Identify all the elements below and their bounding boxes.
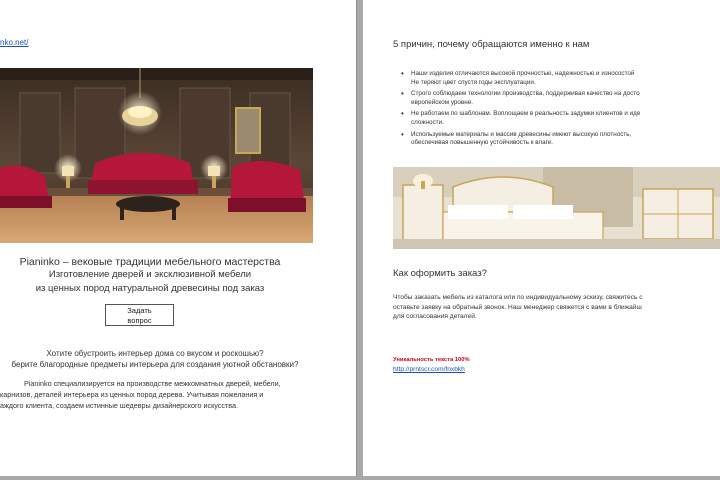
reason-2-line-1: • Строго соблюдаем технологии производства, поддерживая качество на досто xyxy=(411,90,640,98)
ask-question-button[interactable] xyxy=(105,304,174,326)
bedroom-photo-image xyxy=(393,167,720,249)
subtitle-line-1: Изготовление дверей и эксклюзивной мебели xyxy=(48,269,252,280)
how-to-order-heading: Как оформить заказ? xyxy=(393,268,487,279)
uniqueness-label: Уникальность текста 100% xyxy=(393,357,470,363)
screenshot-link[interactable]: http://prntscr.com/fnxbkh xyxy=(393,366,465,373)
furniture-photo-image xyxy=(0,68,313,243)
reason-1-line-2: Не теряют цвет спустя годы эксплуатации. xyxy=(411,78,536,86)
order-line-2: оставьте заявку на обратный звонок. Наш менеджер свяжется с вами в ближайш xyxy=(393,303,642,311)
reason-item xyxy=(393,90,720,107)
reason-2-line-2: европейском уровне. xyxy=(411,98,473,106)
subtitle-line-2: из ценных пород натуральной древесины под заказ xyxy=(35,283,265,294)
bedroom-photo xyxy=(393,167,720,249)
intro-line-1: Pianinko специализируется на производстве межкомнатных дверей, мебели, xyxy=(24,379,281,388)
living-room-photo xyxy=(0,68,313,243)
reasons-list xyxy=(393,70,720,151)
order-line-3: для согласования деталей. xyxy=(393,313,477,320)
reason-3-line-1: • Не работаем по шаблонам. Воплощаем в реальность задумки клиентов и иде xyxy=(411,110,641,118)
website-link[interactable]: nko.net/ xyxy=(0,38,29,47)
intro-line-3: аждого клиента, создаем истинные шедевры дизайнерского искусства. xyxy=(0,401,239,410)
intro-paragraph xyxy=(0,378,328,411)
question-line-1: Хотите обустроить интерьер дома со вкусом и роскошью? xyxy=(46,349,264,358)
order-line-1: Чтобы заказать мебель из каталога или по индивидуальному эскизу, свяжитесь с xyxy=(393,294,643,301)
question-line-2: берите благородные предметы интерьера для создания уютной обстановки? xyxy=(11,360,299,369)
reasons-heading: 5 причин, почему обращаются именно к нам xyxy=(393,39,590,50)
intro-line-2: карнизов, деталей интерьера из ценных пород дерева. Учитывая пожелания и xyxy=(0,390,264,399)
document-page-right xyxy=(363,0,720,476)
ask-question-button-label-2: вопрос xyxy=(127,316,152,325)
page-title: Pianinko – вековые традиции мебельного мастерства xyxy=(19,256,281,268)
ask-question-button-label-1: Задать xyxy=(127,306,152,315)
reason-3-line-2: сложности. xyxy=(411,118,444,126)
reason-4-line-1: • Используемые материалы и массив древесины имеют высокую плотность, xyxy=(411,130,632,138)
reason-item xyxy=(393,70,720,87)
reason-1-line-1: • Наши изделия отличаются высокой прочностью, надежностью и износостой xyxy=(411,70,635,77)
reason-item xyxy=(393,131,720,148)
reason-4-line-2: обеспечивая повышенную устойчивость к влаге. xyxy=(411,139,554,147)
order-paragraph xyxy=(393,293,720,322)
document-page-left xyxy=(0,0,356,476)
reason-item xyxy=(393,110,720,127)
